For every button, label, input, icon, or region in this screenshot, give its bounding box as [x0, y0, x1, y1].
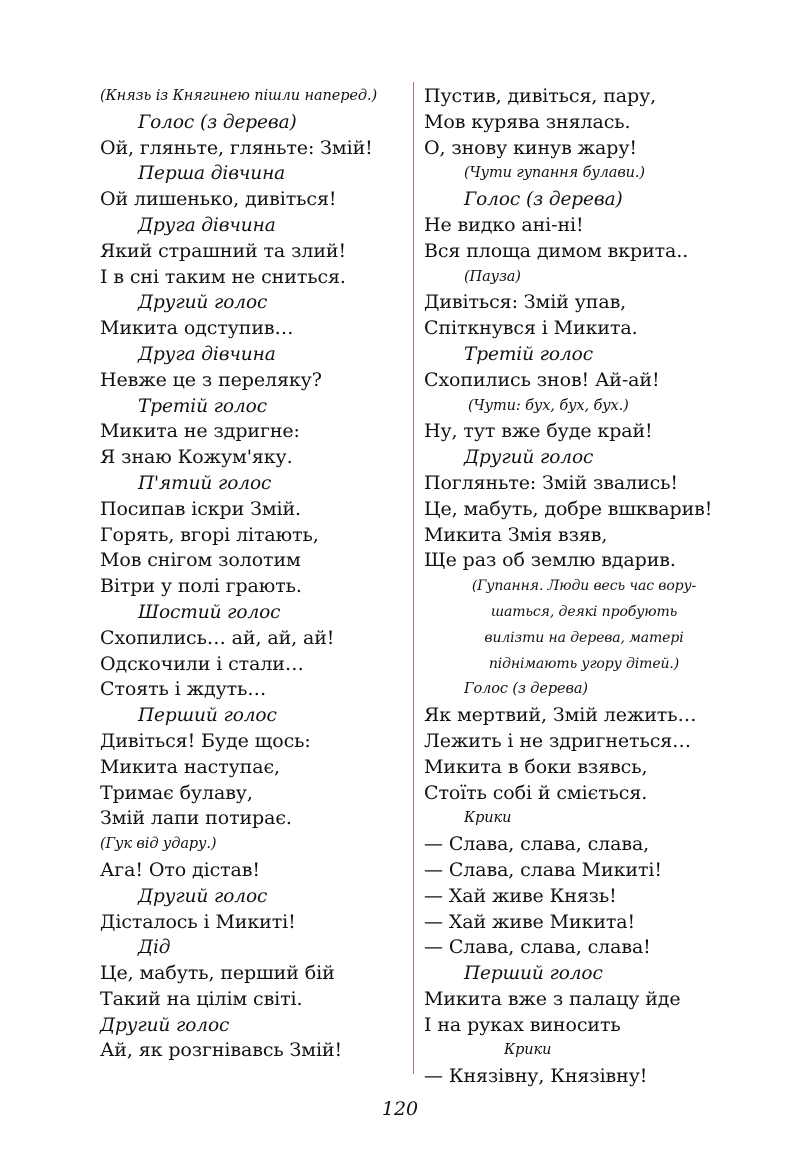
- verse-line: Микита одступив…: [100, 317, 294, 340]
- verse-line: Дивіться! Буде щось:: [100, 729, 311, 752]
- left-column: [100, 84, 405, 1064]
- stage-direction: (Пауза): [464, 268, 521, 285]
- verse-line: — Князівну, Князівну!: [424, 1065, 648, 1088]
- stage-direction: (Гук від удару.): [100, 836, 217, 853]
- speaker-name: Голос (з дерева): [464, 681, 588, 698]
- speaker-name: Шостий голос: [138, 601, 281, 623]
- verse-line: — Хай живе Микита!: [424, 910, 636, 933]
- speaker-name: Другий голос: [100, 1014, 230, 1036]
- verse-line: Це, мабуть, добре вшкварив!: [424, 497, 713, 520]
- speaker-name: Дід: [138, 937, 171, 959]
- verse-line: Як мертвий, Змій лежить…: [424, 704, 697, 727]
- stage-direction-line: вилізти на дерева, матері: [484, 629, 684, 646]
- verse-line: Спіткнувся і Микита.: [424, 317, 638, 340]
- verse-line: Микита вже з палацу йде: [424, 987, 681, 1010]
- right-column: [424, 84, 744, 1090]
- speaker-name: Голос (з дерева): [464, 189, 623, 211]
- verse-line: Тримає булаву,: [100, 781, 253, 804]
- verse-line: Микита наступає,: [100, 755, 280, 778]
- verse-line: Ще раз об землю вдарив.: [424, 549, 676, 572]
- verse-line: Ой лишенько, дивіться!: [100, 188, 337, 211]
- speaker-name: П'ятий голос: [138, 472, 272, 494]
- verse-line: Мов курява знялась.: [424, 110, 631, 133]
- verse-line: Стоять і ждуть…: [100, 678, 267, 701]
- stage-direction-line: шаться, деякі пробують: [490, 603, 678, 620]
- verse-line: Мов снігом золотим: [100, 549, 301, 572]
- speaker-name: Крики: [464, 810, 512, 827]
- verse-line: — Слава, слава Микиті!: [424, 858, 662, 881]
- verse-line: Пустив, дивіться, пару,: [424, 85, 657, 107]
- stage-direction: (Чути гупання булави.): [464, 165, 645, 182]
- verse-line: О, знову кинув жару!: [424, 136, 637, 159]
- verse-line: Погляньте: Змій звались!: [424, 471, 678, 494]
- verse-line: Вся площа димом вкрита..: [424, 239, 689, 262]
- verse-line: — Слава, слава, слава!: [424, 936, 651, 959]
- speaker-name: Другий голос: [138, 292, 268, 314]
- verse-line: Микита Змія взяв,: [424, 523, 608, 546]
- verse-line: Такий на цілім світі.: [100, 987, 303, 1010]
- verse-line: Ага! Ото дістав!: [100, 858, 260, 881]
- speaker-name: Другий голос: [138, 885, 268, 907]
- speaker-name: Друга дівчина: [138, 214, 276, 236]
- verse-line: Дивіться: Змій упав,: [424, 291, 627, 314]
- verse-line: Стоїть собі й сміється.: [424, 781, 648, 804]
- verse-line: Дісталось і Микиті!: [100, 910, 296, 933]
- verse-line: Горять, вгорі літають,: [100, 523, 319, 546]
- verse-line: Вітри у полі грають.: [100, 575, 302, 598]
- stage-direction: (Чути: бух, бух, бух.): [468, 397, 629, 414]
- page-number: 120: [381, 1098, 419, 1120]
- verse-line: Посипав іскри Змій.: [100, 497, 301, 520]
- verse-line: Не видко ані-ні!: [424, 213, 584, 236]
- speaker-name: Перша дівчина: [138, 163, 286, 185]
- verse-line: Це, мабуть, перший бій: [100, 962, 335, 985]
- verse-line: Невже це з переляку?: [100, 368, 322, 391]
- speaker-name: Друга дівчина: [138, 343, 276, 365]
- verse-line: Ай, як розгнівавсь Змій!: [100, 1039, 343, 1062]
- verse-line: І в сні таким не сниться.: [100, 265, 346, 288]
- verse-line: Одскочили і стали…: [100, 652, 304, 675]
- speaker-name: Другий голос: [464, 447, 594, 469]
- speaker-name: Третій голос: [138, 395, 267, 417]
- verse-line: Микита в боки взявсь,: [424, 755, 648, 778]
- verse-line: Схопились знов! Ай-ай!: [424, 368, 660, 391]
- verse-line: Ой, гляньте, гляньте: Змій!: [100, 136, 373, 159]
- verse-line: — Хай живе Князь!: [424, 884, 617, 907]
- verse-line: І на руках виносить: [424, 1013, 621, 1036]
- verse-line: Я знаю Кожум'яку.: [100, 446, 293, 469]
- speaker-name: Голос (з дерева): [138, 111, 297, 133]
- speaker-name: Перший голос: [464, 963, 603, 985]
- verse-line: Микита не здригне:: [100, 420, 300, 443]
- verse-line: Який страшний та злий!: [100, 239, 346, 262]
- stage-direction: (Князь із Княгинею пішли наперед.): [100, 88, 378, 104]
- verse-line: Лежить і не здригнеться…: [424, 729, 692, 752]
- column-divider: [413, 82, 414, 1074]
- speaker-name: Крики: [504, 1042, 552, 1059]
- stage-direction-line: (Гупання. Люди весь час вору-: [471, 578, 697, 595]
- speaker-name: Перший голос: [138, 705, 277, 727]
- verse-line: Ну, тут вже буде край!: [424, 420, 653, 443]
- verse-line: Схопились… ай, ай, ай!: [100, 626, 335, 649]
- stage-direction-line: піднімають угору дітей.): [488, 655, 680, 672]
- speaker-name: Третій голос: [464, 343, 593, 365]
- verse-line: — Слава, слава, слава,: [424, 833, 650, 856]
- verse-line: Змій лапи потирає.: [100, 807, 292, 830]
